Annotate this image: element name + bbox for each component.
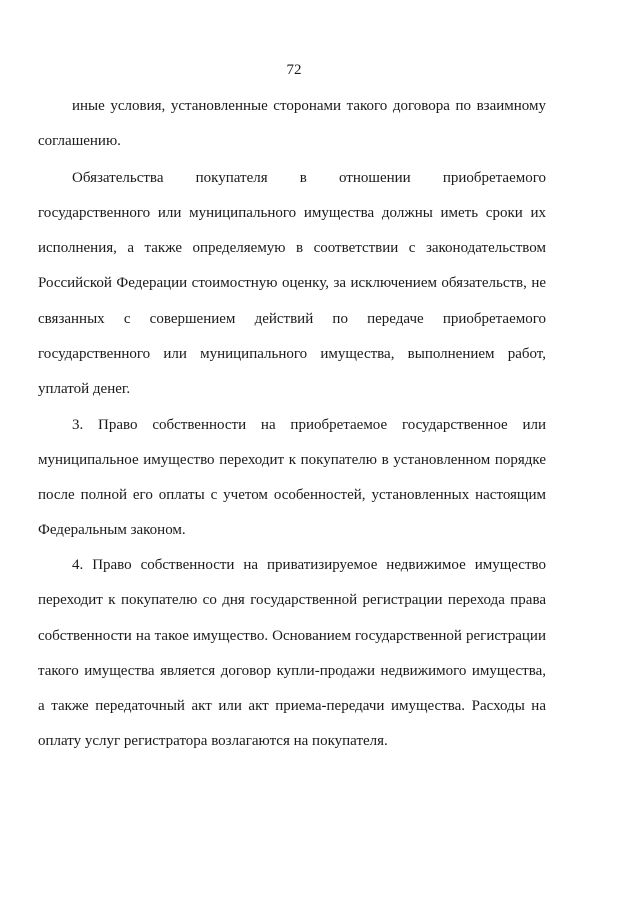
text-line: 3. Право собственности на приобретаемое государственное или [72,417,546,433]
text-line: такого имущества является договор купли-продажи недвижимого имущества, [38,663,546,679]
text-line: Обязательства покупателя в отношении приобретаемого [72,170,546,186]
text-line: муниципальное имущество переходит к покупателю в установленном порядке [38,452,546,468]
text-line: переходит к покупателю со дня государственной регистрации перехода права [38,592,546,608]
text-line: иные условия, установленные сторонами такого договора по взаимному [72,98,546,114]
text-line: 4. Право собственности на приватизируемое недвижимое имущество [72,557,546,573]
text-line: а также передаточный акт или акт приема-передачи имущества. Расходы на [38,698,546,714]
text-line: Российской Федерации стоимостную оценку, за исключением обязательств, не [38,275,546,291]
text-line: оплату услуг регистратора возлагаются на покупателя. [38,733,388,749]
text-line: связанных с совершением действий по передаче приобретаемого [38,311,546,327]
text-line: государственного или муниципального имущества, выполнением работ, [38,346,546,362]
text-line: государственного или муниципального имущества должны иметь сроки их [38,205,546,221]
text-line: соглашению. [38,133,121,149]
text-line: собственности на такое имущество. Основанием государственной регистрации [38,628,546,644]
text-line: уплатой денег. [38,381,131,397]
text-line: после полной его оплаты с учетом особенностей, установленных настоящим [38,487,546,503]
text-line: Федеральным законом. [38,522,186,538]
page-number: 72 [286,62,302,78]
text-line: исполнения, а также определяемую в соответствии с законодательством [38,240,546,256]
